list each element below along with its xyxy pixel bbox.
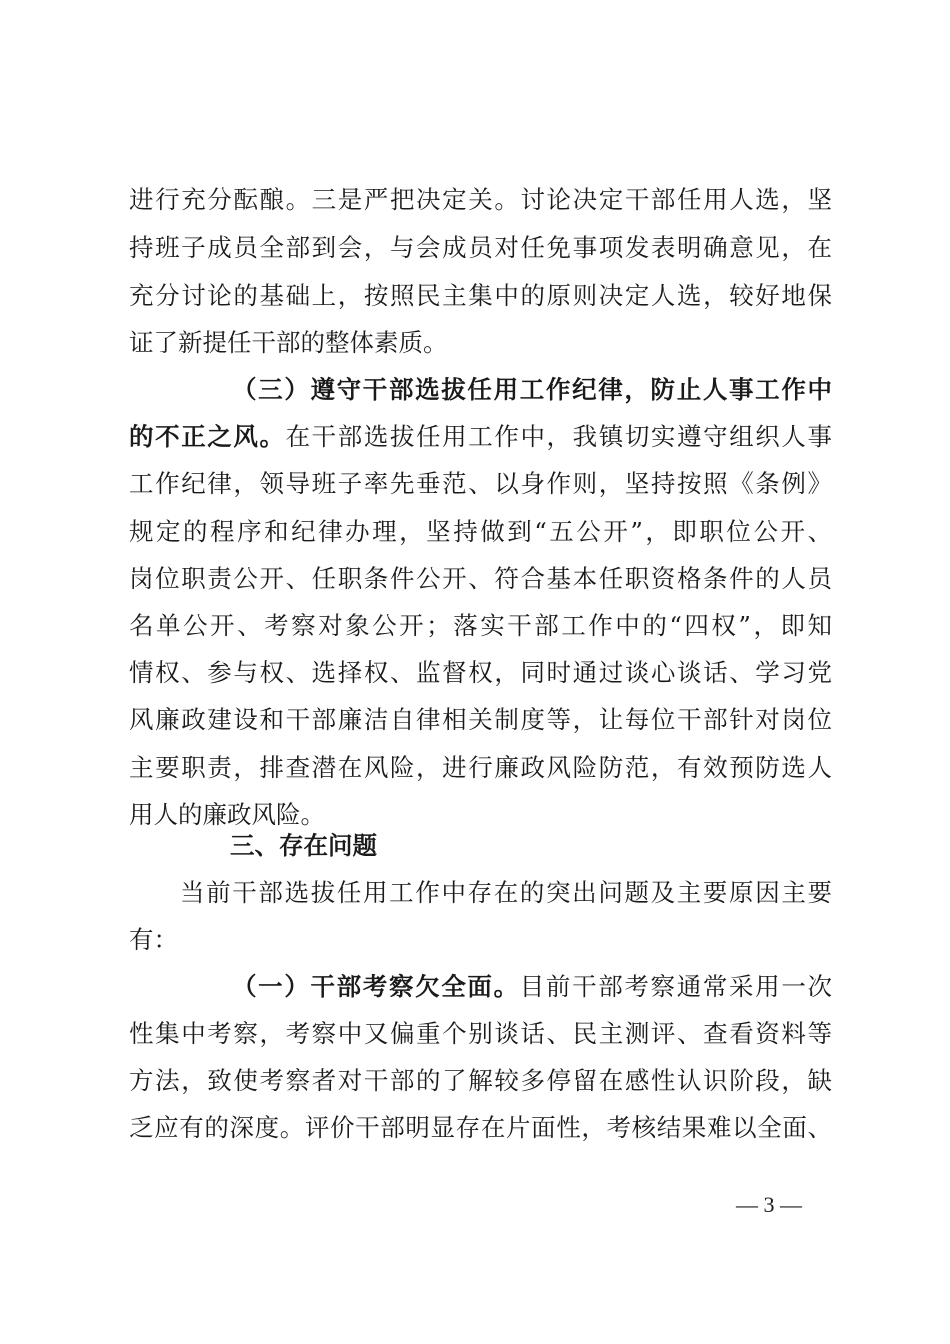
paragraph-line: 规定的程序和纪律办理，坚持做到“五公开”，即职位公开、 (129, 517, 832, 546)
paragraph-line: 方法，致使考察者对干部的了解较多停留在感性认识阶段，缺 (129, 1066, 832, 1095)
paragraph-text: 在干部选拔任用工作中，我镇切实遵守组织人事 (285, 422, 832, 451)
paragraph-line (232, 967, 832, 1007)
paragraph-line: 用人的廉政风险。 (129, 800, 325, 829)
paragraph-text: 目前干部考察通常采用一次 (519, 972, 832, 1001)
paragraph-line (129, 417, 832, 457)
paragraph-line: 性集中考察，考察中又偏重个别谈话、民主测评、查看资料等 (129, 1019, 832, 1048)
paragraph-line: 进行充分酝酿。三是严把决定关。讨论决定干部任用人选，坚 (129, 185, 832, 214)
paragraph-line: 持班子成员全部到会，与会成员对任免事项发表明确意见，在 (129, 233, 832, 262)
section-subheading: （一）干部考察欠全面。 (232, 972, 520, 1001)
paragraph-line: 风廉政建设和干部廉洁自律相关制度等，让每位干部针对岗位 (129, 705, 832, 734)
paragraph-line: 乏应有的深度。评价干部明显存在片面性，考核结果难以全面、 (129, 1113, 832, 1142)
paragraph-line: 工作纪律，领导班子率先垂范、以身作则，坚持按照《条例》 (129, 469, 832, 498)
paragraph-line: 证了新提任干部的整体素质。 (129, 328, 448, 357)
paragraph-line: 有： (129, 925, 178, 954)
paragraph-line: 岗位职责公开、任职条件公开、符合基本任职资格条件的人员 (129, 564, 832, 593)
paragraph-line: 主要职责，排查潜在风险，进行廉政风险防范，有效预防选人 (129, 753, 832, 782)
section-subheading-tail: 的不正之风。 (129, 422, 286, 451)
paragraph-line: 当前干部选拔任用工作中存在的突出问题及主要原因主要 (180, 878, 832, 907)
section-subheading-line: （三）遵守干部选拔任用工作纪律，防止人事工作中 (232, 375, 832, 404)
paragraph-line: 名单公开、考察对象公开；落实干部工作中的“四权”，即知 (129, 611, 832, 640)
page-number: — 3 — (736, 1192, 802, 1217)
section-heading: 三、存在问题 (230, 831, 377, 860)
paragraph-line: 充分讨论的基础上，按照民主集中的原则决定人选，较好地保 (129, 281, 832, 310)
paragraph-line: 情权、参与权、选择权、监督权，同时通过谈心谈话、学习党 (129, 658, 832, 687)
